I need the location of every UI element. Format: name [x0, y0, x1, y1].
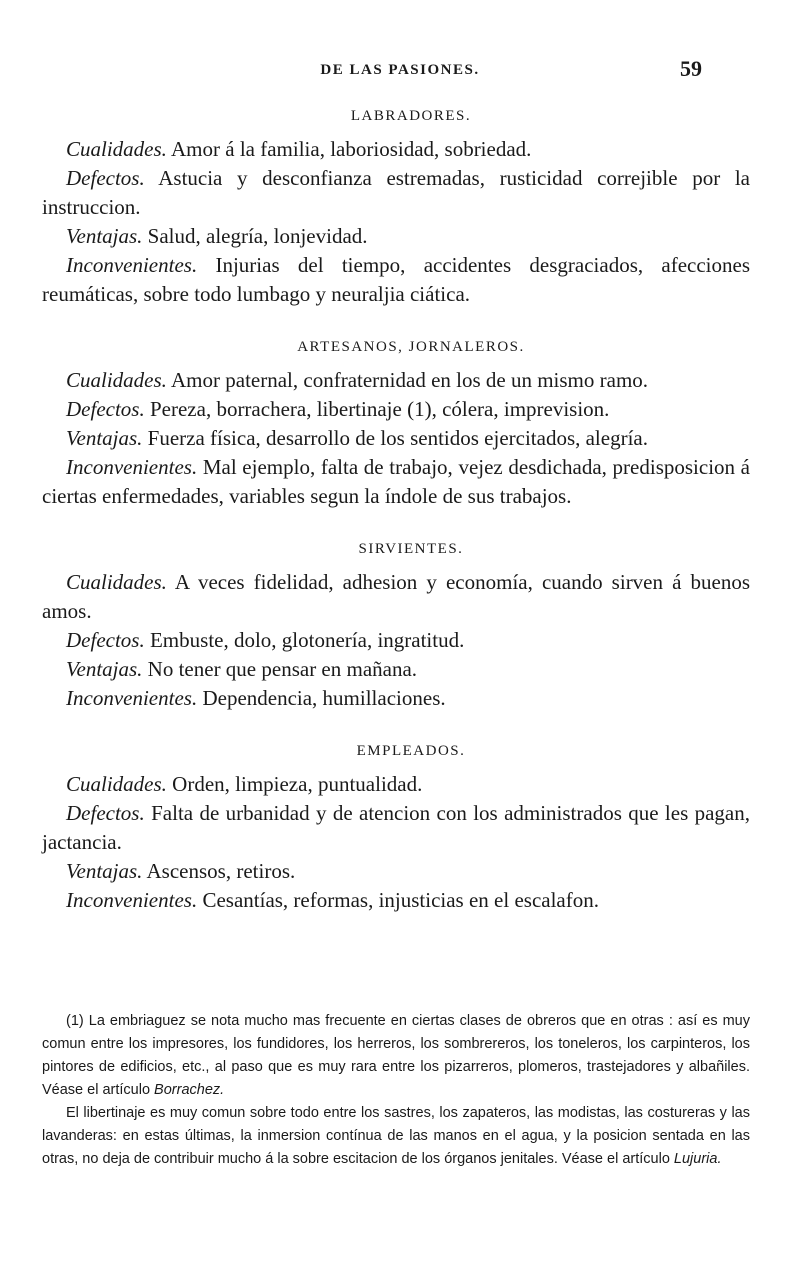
- section-title: ARTESANOS, JORNALEROS.: [297, 339, 525, 355]
- entry-label: Defectos.: [66, 801, 145, 825]
- section-title: EMPLEADOS.: [356, 743, 466, 759]
- entry-text: Injurias del tiempo, accidentes desgraciados, afecciones reumáticas, sobre todo lumbago y neuraljia ciática.: [42, 253, 750, 306]
- section-title: LABRADORES.: [350, 108, 472, 124]
- entry-inconvenientes: [42, 453, 750, 511]
- entry-label: Inconvenientes.: [66, 253, 198, 277]
- entry-text: No tener que pensar en mañana.: [147, 657, 418, 681]
- section-artesanos: [42, 339, 750, 511]
- running-head: DE LAS PASIONES.: [320, 62, 480, 78]
- section-title: SIRVIENTES.: [358, 541, 464, 557]
- entry-cualidades: [42, 366, 750, 395]
- entry-label: Defectos.: [66, 166, 145, 190]
- entry-label: Ventajas.: [66, 224, 143, 248]
- footnote-reference: Borrachez.: [154, 1082, 225, 1098]
- footnote-text: El libertinaje es muy comun sobre todo entre los sastres, los zapateros, las modistas, las costureras y las lavanderas: en estas últimas, la inmersion contínua de las manos en el agua, y la posicion sentada en las otras, no deja de contribuir mucho á la sobre escitacion de los órganos jenitales. Véase el artículo: [42, 1105, 750, 1167]
- entry-text: Orden, limpieza, puntualidad.: [172, 772, 423, 796]
- entry-defectos: [42, 626, 750, 655]
- page-number: 59: [680, 56, 702, 81]
- entry-ventajas: [42, 655, 750, 684]
- entry-text: Amor paternal, confraternidad en los de un mismo ramo.: [171, 368, 649, 392]
- section-sirvientes: [42, 541, 750, 713]
- entry-label: Ventajas.: [66, 859, 143, 883]
- footnote-reference: Lujuria.: [673, 1151, 722, 1167]
- main-text: [42, 108, 750, 945]
- footnotes: [42, 1010, 750, 1171]
- entry-label: Ventajas.: [66, 426, 143, 450]
- entry-label: Defectos.: [66, 628, 145, 652]
- entry-cualidades: [42, 135, 750, 164]
- entry-text: Dependencia, humillaciones.: [202, 686, 446, 710]
- entry-text: Mal ejemplo, falta de trabajo, vejez desdichada, predisposicion á ciertas enfermedades, variables segun la índole de sus trabajos.: [42, 455, 750, 508]
- footnote-text: (1) La embriaguez se nota mucho mas frecuente en ciertas clases de obreros que en otras : así es muy comun entre los impresores, los fundidores, los herreros, los sombrereros, los toneleros, los carpinteros, los pintores de edificios, etc., al paso que es muy rara entre los pizarreros, plomeros, trastejadores y albañiles. Véase el artículo: [42, 1013, 750, 1098]
- entry-inconvenientes: [42, 251, 750, 309]
- entry-text: Amor á la familia, laboriosidad, sobriedad.: [171, 137, 532, 161]
- entry-text: Cesantías, reformas, injusticias en el escalafon.: [202, 888, 599, 912]
- entry-defectos: [42, 799, 750, 857]
- footnote-1-continued: [42, 1102, 750, 1171]
- footnote-1: [42, 1010, 750, 1102]
- entry-label: Cualidades.: [66, 570, 167, 594]
- entry-ventajas: [42, 857, 750, 886]
- entry-text: Falta de urbanidad y de atencion con los administrados que les pagan, jactancia.: [42, 801, 751, 854]
- entry-label: Cualidades.: [66, 772, 167, 796]
- entry-text: Pereza, borrachera, libertinaje (1), cólera, imprevision.: [149, 397, 610, 421]
- entry-inconvenientes: [42, 684, 750, 713]
- entry-text: A veces fidelidad, adhesion y economía, cuando sirven á buenos amos.: [42, 570, 750, 623]
- entry-defectos: [42, 395, 750, 424]
- entry-text: Embuste, dolo, glotonería, ingratitud.: [149, 628, 465, 652]
- entry-text: Astucia y desconfianza estremadas, rusticidad correjible por la instruccion.: [42, 166, 750, 219]
- entry-text: Salud, alegría, lonjevidad.: [147, 224, 368, 248]
- entry-inconvenientes: [42, 886, 750, 915]
- entry-label: Ventajas.: [66, 657, 143, 681]
- entry-label: Cualidades.: [66, 368, 167, 392]
- entry-label: Inconvenientes.: [66, 686, 198, 710]
- entry-defectos: [42, 164, 750, 222]
- entry-text: Ascensos, retiros.: [146, 859, 296, 883]
- entry-label: Defectos.: [66, 397, 145, 421]
- entry-cualidades: [42, 568, 750, 626]
- entry-label: Inconvenientes.: [66, 455, 198, 479]
- section-labradores: [42, 108, 750, 309]
- entry-cualidades: [42, 770, 750, 799]
- entry-ventajas: [42, 222, 750, 251]
- entry-label: Inconvenientes.: [66, 888, 198, 912]
- section-empleados: [42, 743, 750, 915]
- entry-ventajas: [42, 424, 750, 453]
- entry-label: Cualidades.: [66, 137, 167, 161]
- entry-text: Fuerza física, desarrollo de los sentidos ejercitados, alegría.: [147, 426, 648, 450]
